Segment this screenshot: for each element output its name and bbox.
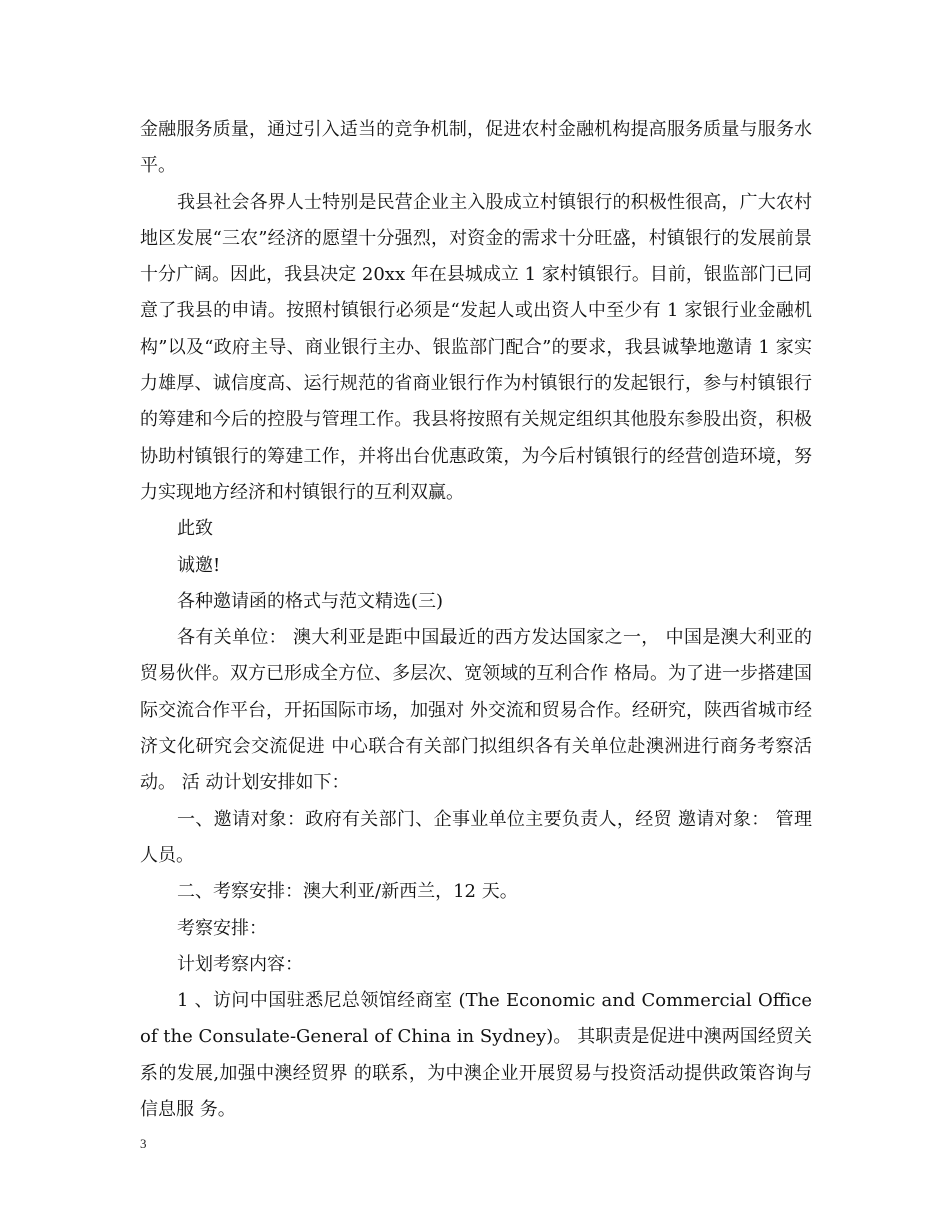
paragraph-invitees: 一、邀请对象：政府有关部门、企事业单位主要负责人，经贸 邀请对象： 管理人员。	[140, 808, 812, 866]
paragraph-arrangement-label: 考察安排：	[177, 917, 267, 939]
paragraph-plan-label: 计划考察内容：	[177, 953, 303, 975]
paragraph-continuation: 金融服务质量，通过引入适当的竞争机制，促进农村金融机构提高服务质量与服务水平。	[140, 119, 812, 177]
document-body	[140, 112, 812, 1128]
paragraph-village-bank: 我县社会各界人士特别是民营企业主入股成立村镇银行的积极性很高，广大农村地区发展“三农”经济的愿望十分强烈，对资金的需求十分旺盛，村镇银行的发展前景十分广阔。因此，我县决定 20xx 年在县城成立 1 家村镇银行。目前，银监部门已同意了我县的申请。按照村镇银行必须是“发起人或出资人中至少有 1 家银行业金融机构”以及“政府主导、商业银行主办、银监部门配合”的要求，我县诚挚地邀请 1 家实力雄厚、诚信度高、运行规范的省商业银行作为村镇银行的发起银行，参与村镇银行的筹建和今后的控股与管理工作。我县将按照有关规定组织其他股东参股出资，积极协助村镇银行的筹建工作，并将出台优惠政策，为今后村镇银行的经营创造环境，努力实现地方经济和村镇银行的互利双赢。	[140, 191, 812, 503]
paragraph-consulate-visit: 1 、访问中国驻悉尼总领馆经商室 (The Economic and Commercial Office of the Consulate-General of China in Sydney)。 其职责是促进中澳两国经贸关系的发展,加强中澳经贸界 的联系，为中澳企业开展贸易与投资活动提供政策咨询与信息服 务。	[140, 990, 812, 1121]
closing-salutation: 此致	[177, 518, 213, 540]
section-heading: 各种邀请函的格式与范文精选(三)	[177, 590, 444, 612]
closing-invitation: 诚邀!	[177, 554, 221, 576]
paragraph-schedule: 二、考察安排：澳大利亚/新西兰，12 天。	[177, 881, 518, 903]
paragraph-australia-intro: 各有关单位： 澳大利亚是距中国最近的西方发达国家之一， 中国是澳大利亚的贸易伙伴。双方已形成全方位、多层次、宽领域的互利合作 格局。为了进一步搭建国际交流合作平台，开拓国际市场，加强对 外交流和贸易合作。经研究，陕西省城市经济文化研究会交流促进 中心联合有关部门拟组织各有关单位赴澳洲进行商务考察活动。 活 动计划安排如下：	[140, 627, 812, 794]
page-number: 3	[140, 1136, 147, 1151]
